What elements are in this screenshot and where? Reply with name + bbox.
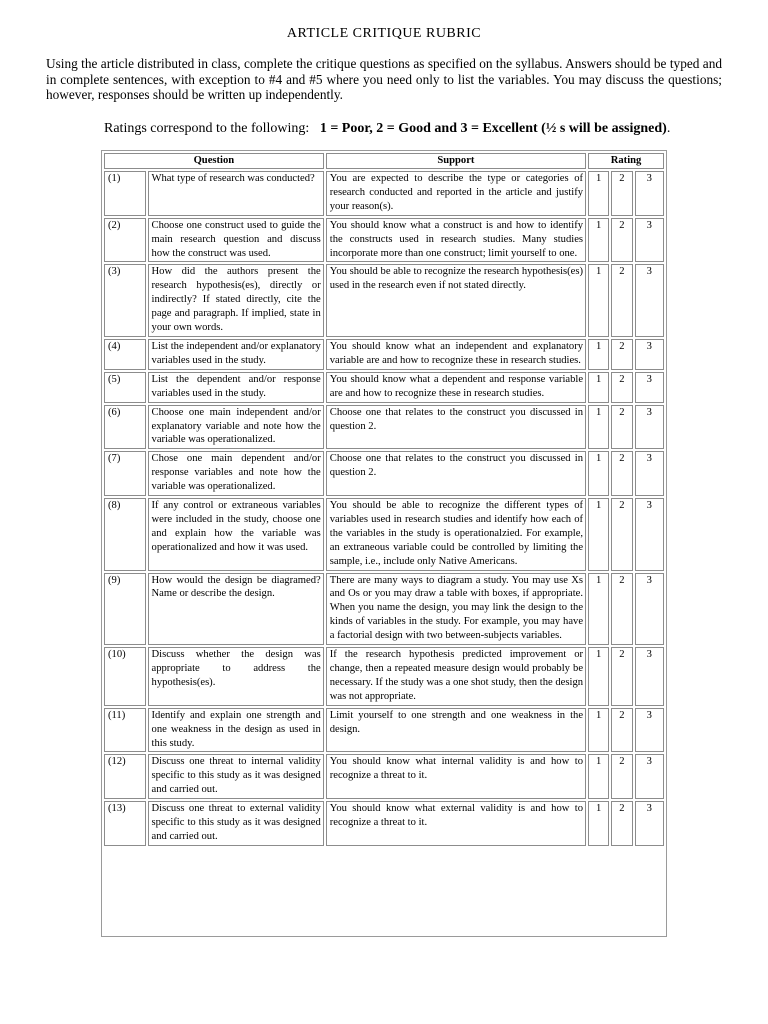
header-question: Question <box>104 153 324 169</box>
rating-option-1: 1 <box>588 264 609 337</box>
rating-option-2: 2 <box>611 218 632 263</box>
rating-option-3: 3 <box>635 498 664 571</box>
rating-option-1: 1 <box>588 708 609 753</box>
support-text: You are expected to describe the type or categories of research conducted and reported in the article and justify your reason(s). <box>326 171 586 216</box>
support-text: Limit yourself to one strength and one weakness in the design. <box>326 708 586 753</box>
rating-option-1: 1 <box>588 647 609 706</box>
question-number: (2) <box>104 218 146 263</box>
table-row <box>104 405 664 450</box>
rating-option-3: 3 <box>635 218 664 263</box>
rating-option-1: 1 <box>588 754 609 799</box>
header-row <box>104 153 664 169</box>
rating-option-2: 2 <box>611 264 632 337</box>
rating-option-3: 3 <box>635 801 664 846</box>
table-row <box>104 708 664 753</box>
rating-option-1: 1 <box>588 339 609 370</box>
question-text: Choose one construct used to guide the main research question and discuss how the construct was used. <box>148 218 324 263</box>
support-text: You should know what a dependent and response variable are and how to recognize these in research studies. <box>326 372 586 403</box>
question-number: (6) <box>104 405 146 450</box>
rating-option-1: 1 <box>588 573 609 646</box>
rating-option-2: 2 <box>611 801 632 846</box>
table-row <box>104 573 664 646</box>
rating-option-2: 2 <box>611 339 632 370</box>
table-row <box>104 647 664 706</box>
table-row <box>104 801 664 846</box>
rating-option-3: 3 <box>635 708 664 753</box>
header-support: Support <box>326 153 586 169</box>
header-rating: Rating <box>588 153 664 169</box>
question-number: (5) <box>104 372 146 403</box>
rating-option-3: 3 <box>635 372 664 403</box>
rating-option-3: 3 <box>635 451 664 496</box>
rating-option-1: 1 <box>588 171 609 216</box>
support-text: You should be able to recognize the research hypothesis(es) used in the research even if not stated directly. <box>326 264 586 337</box>
rating-option-3: 3 <box>635 405 664 450</box>
table-row <box>104 264 664 337</box>
rating-option-1: 1 <box>588 218 609 263</box>
rating-option-2: 2 <box>611 498 632 571</box>
support-text: You should know what an independent and explanatory variable are and how to recognize these in research studies. <box>326 339 586 370</box>
question-text: How would the design be diagramed? Name or describe the design. <box>148 573 324 646</box>
rating-option-2: 2 <box>611 708 632 753</box>
question-text: If any control or extraneous variables were included in the study, choose one and explain how the variable was operationalized and how it was used. <box>148 498 324 571</box>
table-row <box>104 498 664 571</box>
question-number: (9) <box>104 573 146 646</box>
question-number: (10) <box>104 647 146 706</box>
question-number: (8) <box>104 498 146 571</box>
instructions-paragraph: Using the article distributed in class, complete the critique questions as specified on the syllabus. Answers should be typed and in complete sentences, with exception to #4 and #5 where you need only to list the variables. You may discuss the questions; however, responses should be written up independently. <box>46 56 722 102</box>
rating-option-2: 2 <box>611 451 632 496</box>
question-number: (1) <box>104 171 146 216</box>
table-row <box>104 451 664 496</box>
rating-option-2: 2 <box>611 573 632 646</box>
question-text: List the independent and/or explanatory variables used in the study. <box>148 339 324 370</box>
rating-option-1: 1 <box>588 405 609 450</box>
table-row <box>104 754 664 799</box>
question-number: (7) <box>104 451 146 496</box>
question-number: (4) <box>104 339 146 370</box>
rating-option-2: 2 <box>611 647 632 706</box>
question-text: List the dependent and/or response variables used in the study. <box>148 372 324 403</box>
rating-option-2: 2 <box>611 372 632 403</box>
table-row <box>104 218 664 263</box>
rating-option-3: 3 <box>635 171 664 216</box>
question-number: (3) <box>104 264 146 337</box>
question-text: Discuss whether the design was appropriate to address the hypothesis(es). <box>148 647 324 706</box>
question-text: Identify and explain one strength and one weakness in the design as used in this study. <box>148 708 324 753</box>
rubric-table-frame <box>101 150 667 937</box>
support-text: Choose one that relates to the construct you discussed in question 2. <box>326 405 586 450</box>
support-text: You should know what external validity is and how to recognize a threat to it. <box>326 801 586 846</box>
rating-option-3: 3 <box>635 264 664 337</box>
question-text: Chose one main dependent and/or response variables and note how the variable was operationalized. <box>148 451 324 496</box>
question-number: (13) <box>104 801 146 846</box>
table-row <box>104 339 664 370</box>
support-text: There are many ways to diagram a study. You may use Xs and Os or you may draw a table with boxes, if appropriate. When you name the design, you may link the design to the kinds of variables in the study. For example, you may have a factorial design with two between-subjects variables. <box>326 573 586 646</box>
support-text: If the research hypothesis predicted improvement or change, then a repeated measure design would probably be necessary. If the study was a one shot study, then the design was not appropriate. <box>326 647 586 706</box>
page-title: ARTICLE CRITIQUE RUBRIC <box>286 26 482 41</box>
support-text: You should know what a construct is and how to identify the constructs used in research studies. Many studies incorporate more than one construct; limit yourself to one. <box>326 218 586 263</box>
rating-option-2: 2 <box>611 171 632 216</box>
question-text: Discuss one threat to external validity specific to this study as it was designed and carried out. <box>148 801 324 846</box>
question-text: Discuss one threat to internal validity specific to this study as it was designed and carried out. <box>148 754 324 799</box>
rating-option-3: 3 <box>635 647 664 706</box>
question-text: Choose one main independent and/or explanatory variable and note how the variable was operationalized. <box>148 405 324 450</box>
rating-option-1: 1 <box>588 451 609 496</box>
ratings-legend <box>104 121 670 137</box>
ratings-suffix: . <box>666 121 671 136</box>
rating-option-1: 1 <box>588 498 609 571</box>
rating-option-1: 1 <box>588 372 609 403</box>
rating-option-3: 3 <box>635 573 664 646</box>
support-text: Choose one that relates to the construct you discussed in question 2. <box>326 451 586 496</box>
rating-option-3: 3 <box>635 339 664 370</box>
support-text: You should be able to recognize the different types of variables used in research studies and identify how each of the variables in the study is operationalzied. For example, an extraneous variable could be controlled by limiting the sample, i.e., include only Native Americans. <box>326 498 586 571</box>
question-text: What type of research was conducted? <box>148 171 324 216</box>
table-row <box>104 372 664 403</box>
rating-option-2: 2 <box>611 754 632 799</box>
question-number: (11) <box>104 708 146 753</box>
table-row <box>104 171 664 216</box>
ratings-prefix: Ratings correspond to the following: <box>104 121 310 136</box>
ratings-scale: 1 = Poor, 2 = Good and 3 = Excellent (½ s will be assigned) <box>319 121 667 136</box>
question-number: (12) <box>104 754 146 799</box>
question-text: How did the authors present the research hypothesis(es), directly or indirectly? If stated directly, cite the page and paragraph. If implied, state in your own words. <box>148 264 324 337</box>
rating-option-1: 1 <box>588 801 609 846</box>
rubric-table <box>102 151 666 848</box>
rating-option-3: 3 <box>635 754 664 799</box>
support-text: You should know what internal validity is and how to recognize a threat to it. <box>326 754 586 799</box>
rating-option-2: 2 <box>611 405 632 450</box>
